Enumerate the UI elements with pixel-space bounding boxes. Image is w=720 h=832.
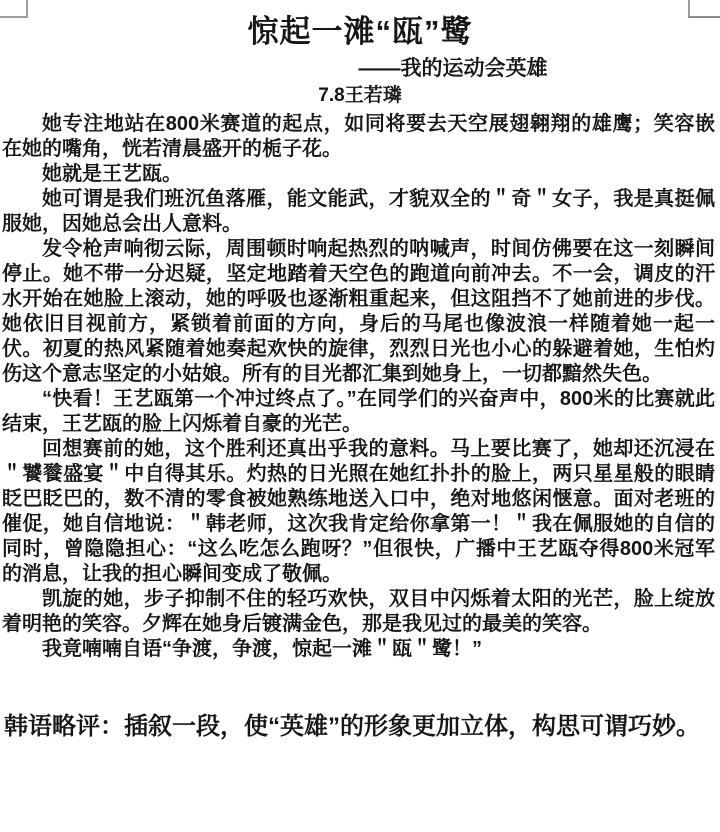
essay-paragraph: 她可谓是我们班沉鱼落雁，能文能武，才貌双全的＂奇＂女子，我是真挺佩服她，因她总会出人意料。	[2, 188, 715, 235]
essay-paragraph: 她就是王艺瓯。	[42, 163, 182, 185]
scan-corner-mark-top-left	[0, 0, 28, 18]
essay-title: 惊起一滩“瓯”鹭	[247, 14, 473, 49]
essay-paragraph: 我竟喃喃自语“争渡，争渡，惊起一滩＂瓯＂鹭！”	[42, 638, 482, 660]
essay-body	[0, 112, 720, 662]
essay-paragraph: “快看！王艺瓯第一个冲过终点了。”在同学们的兴奋声中，800米的比赛就此结束，王艺瓯的脸上闪烁着自豪的光芒。	[2, 388, 715, 435]
scan-corner-mark-top-right	[688, 0, 720, 18]
essay-author-line: 7.8王若璘	[318, 85, 402, 106]
essay-paragraph: 发令枪声响彻云际，周围顿时响起热烈的呐喊声，时间仿佛要在这一刻瞬间停止。她不带一分迟疑，坚定地踏着天空色的跑道向前冲去。不一会，调皮的汗水开始在她脸上滚动，她的呼吸也逐渐粗重起来，但这阻挡不了她前进的步伐。她依旧目视前方，紧锁着前面的方向，身后的马尾也像波浪一样随着她一起一伏。初夏的热风紧随着她奏起欢快的旋律，烈烈日光也小心的躲避着她，生怕灼伤这个意志坚定的小姑娘。所有的目光都汇集到她身上，一切都黯然失色。	[2, 238, 715, 385]
essay-paragraph: 她专注地站在800米赛道的起点，如同将要去天空展翅翱翔的雄鹰；笑容嵌在她的嘴角，恍若清晨盛开的栀子花。	[2, 113, 715, 160]
teacher-comment: 韩语略评：插叙一段，使“英雄”的形象更加立体，构思可谓巧妙。	[4, 713, 700, 740]
essay-paragraph: 凯旋的她，步子抑制不住的轻巧欢快，双目中闪烁着太阳的光芒，脸上绽放着明艳的笑容。夕辉在她身后镀满金色，那是我见过的最美的笑容。	[2, 588, 715, 635]
essay-subtitle: ——我的运动会英雄	[358, 57, 548, 80]
essay-paragraph: 回想赛前的她，这个胜利还真出乎我的意料。马上要比赛了，她却还沉浸在＂饕餮盛宴＂中自得其乐。灼热的日光照在她红扑扑的脸上，两只星星般的眼睛眨巴眨巴的，数不清的零食被她熟练地送入口中，绝对地悠闲惬意。面对老班的催促，她自信地说：＂韩老师，这次我肯定给你拿第一！＂我在佩服她的自信的同时，曾隐隐担心：“这么吃怎么跑呀？”但很快，广播中王艺瓯夺得800米冠军的消息，让我的担心瞬间变成了敬佩。	[2, 438, 715, 585]
